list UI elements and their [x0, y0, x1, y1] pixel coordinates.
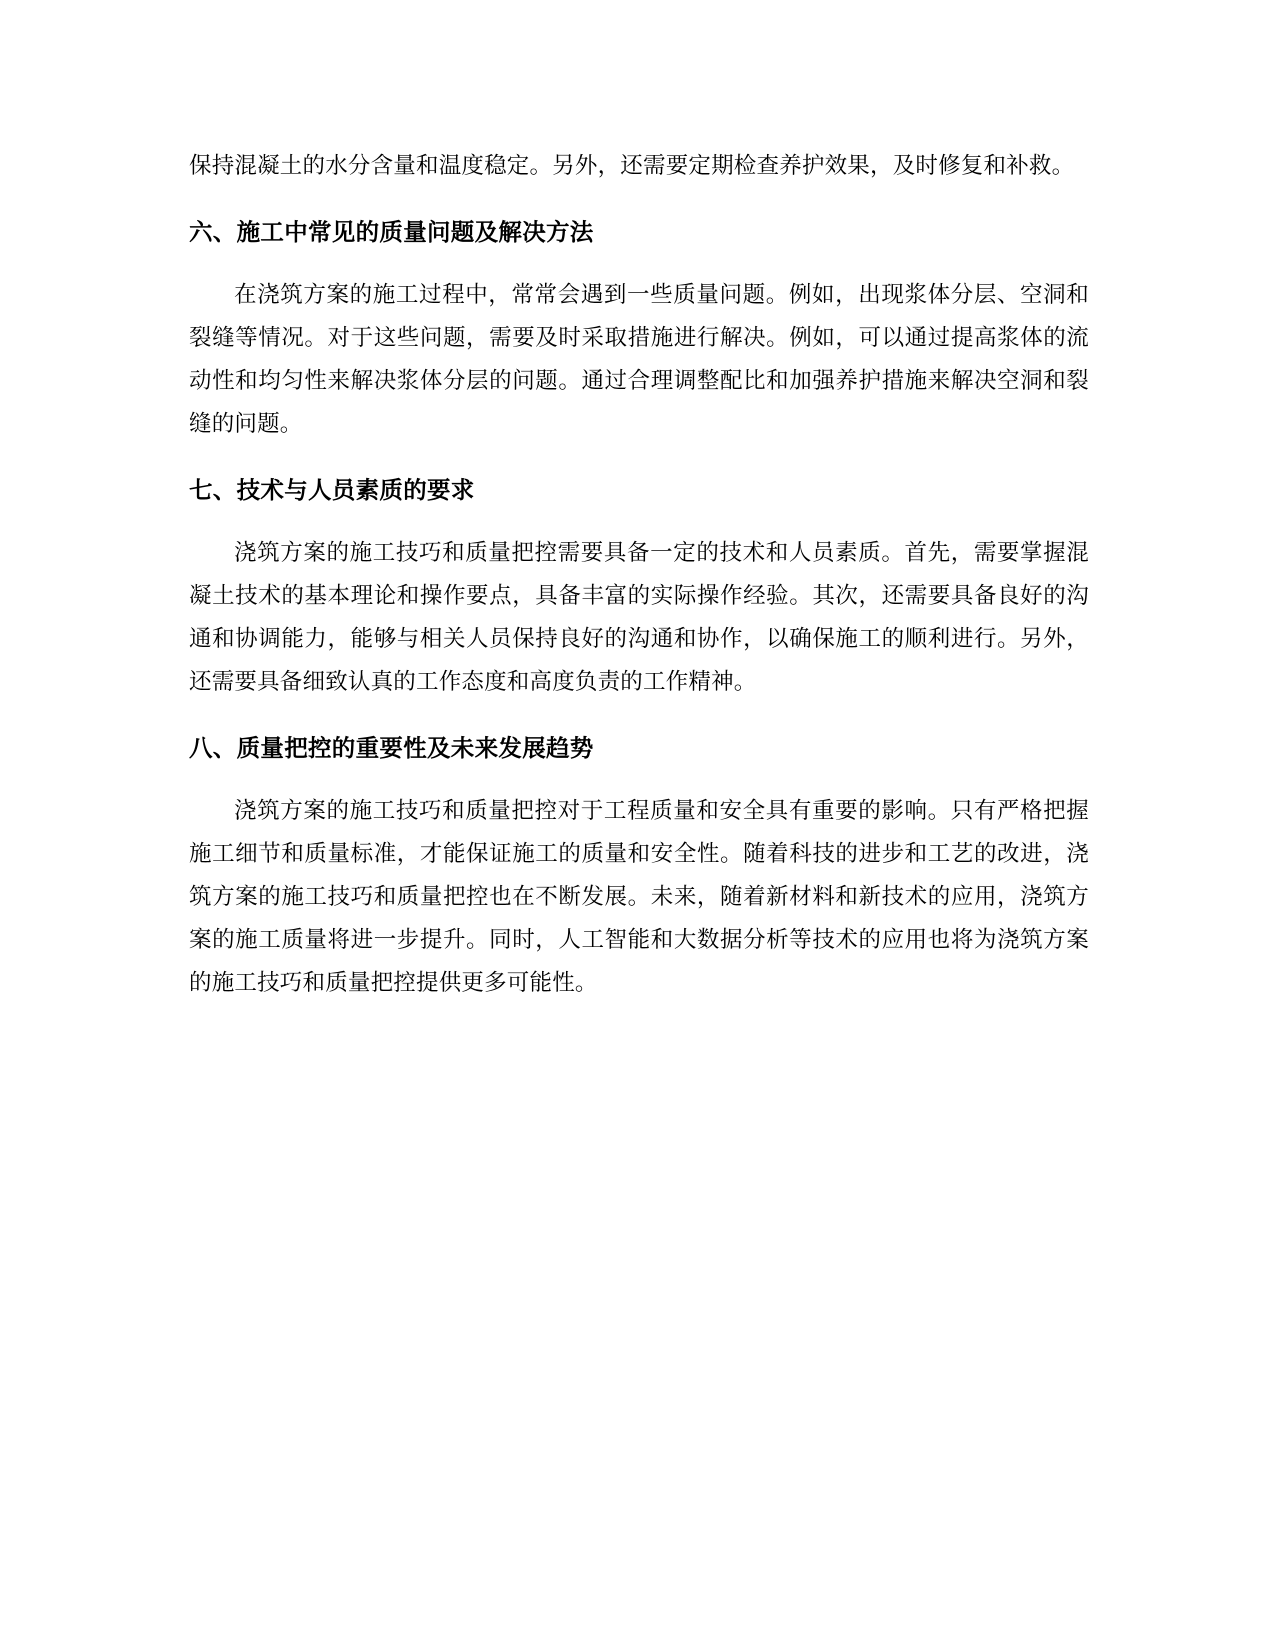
spacer — [189, 704, 1089, 728]
spacer — [189, 446, 1089, 470]
section-heading-8: 八、质量把控的重要性及未来发展趋势 — [189, 734, 594, 762]
section-body-6: 在浇筑方案的施工过程中，常常会遇到一些质量问题。例如，出现浆体分层、空洞和裂缝等情况。对于这些问题，需要及时采取措施进行解决。例如，可以通过提高浆体的流动性和均匀性来解决浆体分层的问题。通过合理调整配比和加强养护措施来解决空洞和裂缝的问题。 — [189, 282, 1089, 437]
section-heading-6: 六、施工中常见的质量问题及解决方法 — [189, 218, 594, 246]
spacer — [189, 188, 1089, 212]
section-body-8: 浇筑方案的施工技巧和质量把控对于工程质量和安全具有重要的影响。只有严格把握施工细节和质量标准，才能保证施工的质量和安全性。随着科技的进步和工艺的改进，浇筑方案的施工技巧和质量把控也在不断发展。未来，随着新材料和新技术的应用，浇筑方案的施工质量将进一步提升。同时，人工智能和大数据分析等技术的应用也将为浇筑方案的施工技巧和质量把控提供更多可能性。 — [189, 798, 1089, 996]
document-body — [189, 145, 1089, 1005]
spacer — [189, 768, 1089, 790]
section-body-7: 浇筑方案的施工技巧和质量把控需要具备一定的技术和人员素质。首先，需要掌握混凝土技术的基本理论和操作要点，具备丰富的实际操作经验。其次，还需要具备良好的沟通和协调能力，能够与相关人员保持良好的沟通和协作，以确保施工的顺利进行。另外，还需要具备细致认真的工作态度和高度负责的工作精神。 — [189, 540, 1089, 695]
section-heading-7: 七、技术与人员素质的要求 — [189, 476, 475, 504]
intro-paragraph: 保持混凝土的水分含量和温度稳定。另外，还需要定期检查养护效果，及时修复和补救。 — [189, 153, 1075, 179]
spacer — [189, 252, 1089, 274]
spacer — [189, 510, 1089, 532]
